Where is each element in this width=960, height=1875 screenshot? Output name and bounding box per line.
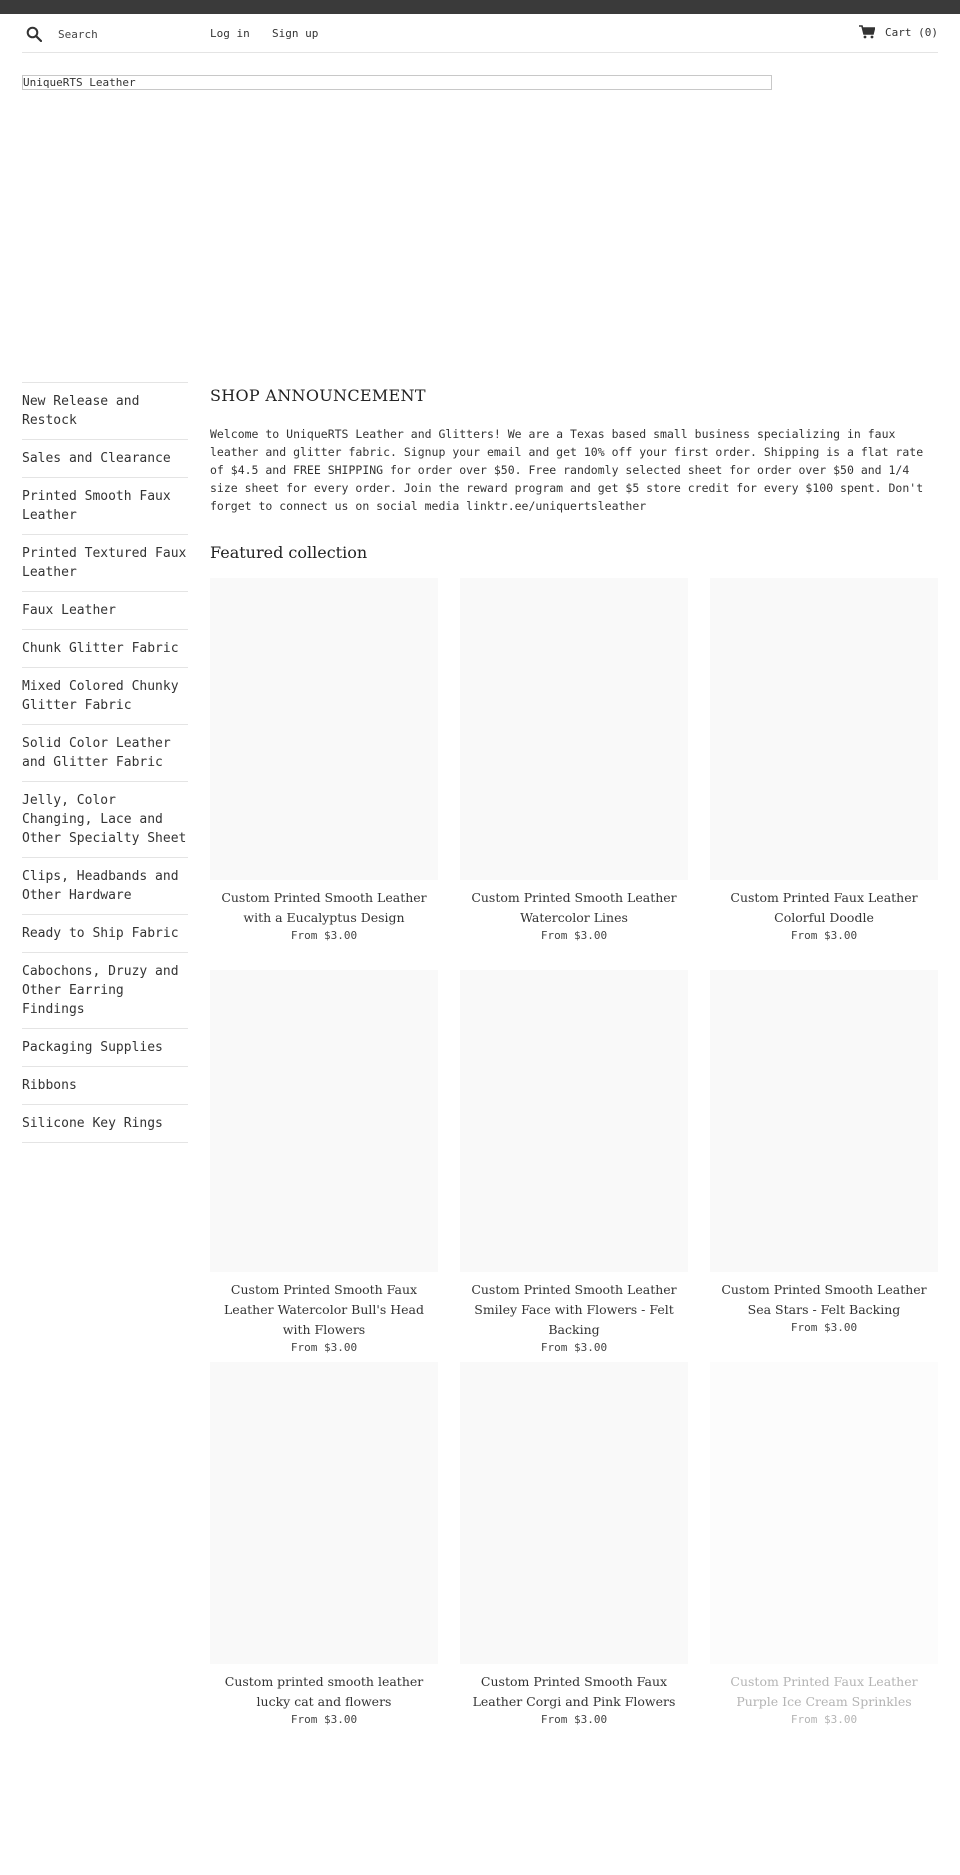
product-title[interactable]: Custom Printed Faux Leather Colorful Doodle — [730, 890, 918, 925]
sidebar-item-mixed-chunky[interactable]: Mixed Colored Chunky Glitter Fabric — [22, 668, 188, 725]
product-image[interactable] — [710, 1362, 938, 1664]
sidebar-item-key-rings[interactable]: Silicone Key Rings — [22, 1105, 188, 1143]
product-title[interactable]: Custom Printed Smooth Leather Smiley Face with Flowers - Felt Backing — [471, 1282, 677, 1337]
product-card[interactable] — [710, 578, 938, 942]
product-card[interactable] — [710, 1362, 938, 1726]
product-image[interactable] — [710, 578, 938, 880]
sidebar-item-faux-leather[interactable]: Faux Leather — [22, 592, 188, 630]
cart-label: Cart (0) — [885, 25, 938, 39]
sidebar-nav — [22, 382, 188, 1143]
product-title[interactable]: Custom Printed Smooth Leather Sea Stars - Felt Backing — [721, 1282, 927, 1317]
announcement-heading: SHOP ANNOUNCEMENT — [210, 386, 426, 405]
product-price: From $3.00 — [540, 1341, 608, 1354]
product-card[interactable] — [210, 1362, 438, 1726]
product-price: From $3.00 — [290, 1341, 358, 1354]
product-image[interactable] — [710, 970, 938, 1272]
product-image[interactable] — [460, 1362, 688, 1664]
product-title[interactable]: Custom printed smooth leather lucky cat and flowers — [224, 1674, 424, 1709]
product-title[interactable]: Custom Printed Faux Leather Purple Ice Cream Sprinkles — [730, 1674, 918, 1709]
sidebar-item-ribbons[interactable]: Ribbons — [22, 1067, 188, 1105]
cart-icon — [859, 25, 875, 39]
product-card[interactable] — [210, 578, 438, 942]
product-card[interactable] — [210, 970, 438, 1354]
main-content — [210, 382, 938, 1726]
sidebar-item-printed-textured[interactable]: Printed Textured Faux Leather — [22, 535, 188, 592]
sidebar-item-solid-color[interactable]: Solid Color Leather and Glitter Fabric — [22, 725, 188, 782]
product-title[interactable]: Custom Printed Smooth Faux Leather Watercolor Bull's Head with Flowers — [224, 1282, 424, 1337]
login-link[interactable]: Log in — [210, 27, 250, 40]
product-price: From $3.00 — [290, 1713, 358, 1726]
product-image[interactable] — [210, 970, 438, 1272]
sidebar-item-sales-clearance[interactable]: Sales and Clearance — [22, 440, 188, 478]
sidebar-item-ready-to-ship[interactable]: Ready to Ship Fabric — [22, 915, 188, 953]
sidebar-item-packaging[interactable]: Packaging Supplies — [22, 1029, 188, 1067]
sidebar-item-new-release[interactable]: New Release and Restock — [22, 383, 188, 440]
search-icon[interactable] — [26, 26, 42, 42]
product-title[interactable]: Custom Printed Smooth Leather Watercolor Lines — [471, 890, 677, 925]
product-image[interactable] — [460, 578, 688, 880]
sidebar-item-printed-smooth[interactable]: Printed Smooth Faux Leather — [22, 478, 188, 535]
top-bar — [0, 0, 960, 14]
product-image[interactable] — [210, 578, 438, 880]
product-price: From $3.00 — [790, 929, 858, 942]
site-header — [22, 14, 938, 53]
product-image[interactable] — [210, 1362, 438, 1664]
product-price: From $3.00 — [540, 1713, 608, 1726]
sidebar-item-chunk-glitter[interactable]: Chunk Glitter Fabric — [22, 630, 188, 668]
product-card[interactable] — [460, 578, 688, 942]
cart-link[interactable] — [859, 25, 938, 39]
product-card[interactable] — [460, 970, 688, 1354]
product-price: From $3.00 — [290, 929, 358, 942]
product-title[interactable]: Custom Printed Smooth Leather with a Eucalyptus Design — [221, 890, 427, 925]
product-card[interactable] — [460, 1362, 688, 1726]
sidebar-item-specialty-sheet[interactable]: Jelly, Color Changing, Lace and Other Specialty Sheet — [22, 782, 188, 858]
announcement-text: Welcome to UniqueRTS Leather and Glitters! We are a Texas based small business specializing in faux leather and glitter fabric. Signup your email and get 10% off your first order. Shipping is a flat rate of $4.5 and FREE SHIPPING for order over $50. Free randomly selected sheet for order over $50 and 1/4 size sheet for every order. Join the reward program and get $5 store credit for every $100 spent. Don't forget to connect us on social media linktr.ee/uniquertsleather — [210, 427, 924, 513]
site-logo[interactable]: UniqueRTS Leather — [22, 75, 772, 90]
product-price: From $3.00 — [790, 1713, 858, 1726]
sidebar-item-hardware[interactable]: Clips, Headbands and Other Hardware — [22, 858, 188, 915]
product-price: From $3.00 — [540, 929, 608, 942]
product-image[interactable] — [460, 970, 688, 1272]
featured-heading: Featured collection — [210, 543, 368, 562]
product-card[interactable] — [710, 970, 938, 1334]
product-price: From $3.00 — [790, 1321, 858, 1334]
product-title[interactable]: Custom Printed Smooth Faux Leather Corgi and Pink Flowers — [472, 1674, 676, 1709]
signup-link[interactable]: Sign up — [272, 27, 319, 40]
sidebar-item-cabochons[interactable]: Cabochons, Druzy and Other Earring Findings — [22, 953, 188, 1029]
search-input[interactable] — [58, 23, 208, 45]
